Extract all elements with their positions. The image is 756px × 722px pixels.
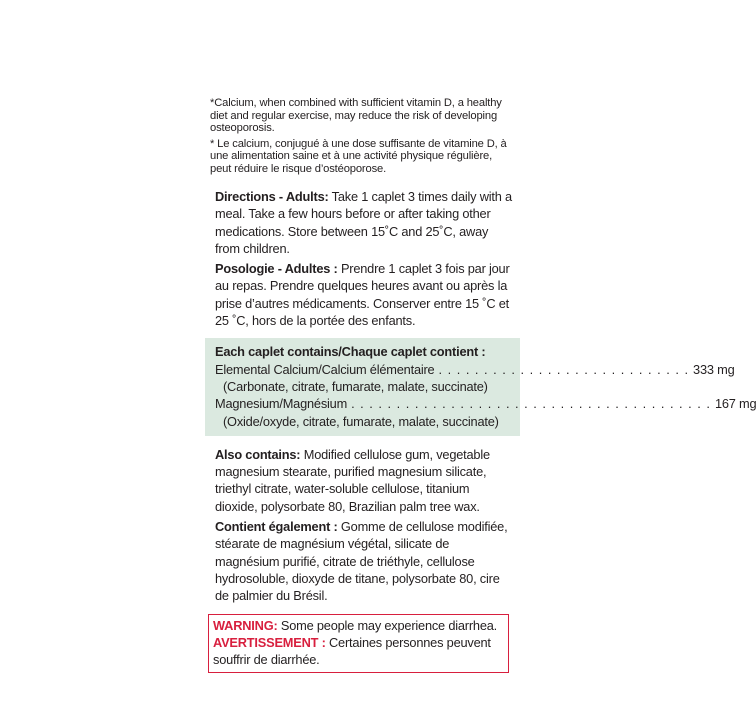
contient-text: Gomme de cellulose modifiée, stéarate de magnésium végétal, silicate de magnésium purifié, citrate de triéthyle, cellulose hydrosoluble, dioxyde de titane, polysorbate 80, cire de palmier du Brésil. xyxy=(215,519,508,604)
also-contains-text: Modified cellulose gum, vegetable magnesium stearate, purified magnesium silicate, triethyl citrate, water-soluble cellulose, titanium dioxide, polysorbate 80, Brazilian palm tree wax. xyxy=(215,446,490,514)
directions-label: Directions - Adults: xyxy=(215,189,329,204)
also-contains-label: Also contains: xyxy=(215,446,301,462)
avertissement-label: AVERTISSEMENT : xyxy=(213,634,326,650)
ingredient-name: Elemental Calcium/Calcium élémentaire xyxy=(215,361,435,377)
posologie-label: Posologie - Adultes : xyxy=(215,261,338,277)
directions-adults xyxy=(210,188,515,257)
ingredient-leader-dots: . . . . . . . . . . . . . . . . . . . . . . . . . . . . . . . . . . . . . . . . xyxy=(351,396,711,412)
also-contains xyxy=(210,446,515,515)
calcium-claim-note-fr: * Le calcium, conjugué à une dose suffisante de vitamine D, à une alimentation saine et à une activité physique régulière, peut réduire le risque d’ostéoporose. xyxy=(210,137,507,175)
ingredient-amount: 333 mg xyxy=(693,361,735,377)
ingredient-row-calcium xyxy=(215,361,735,378)
ingredient-detail: (Oxide/oxyde, citrate, fumarate, malate, succinate) xyxy=(223,413,499,429)
caplet-contents-title: Each caplet contains/Chaque caplet contient : xyxy=(215,344,486,360)
ingredient-amount: 167 mg xyxy=(714,396,756,412)
calcium-claim-note-en: *Calcium, when combined with sufficient vitamin D, a healthy diet and regular exercise, may reduce the risk of developing osteoporosis. xyxy=(210,97,502,134)
warning-fr xyxy=(213,634,504,669)
contient-label: Contient également : xyxy=(215,519,338,535)
avertissement-text: Certaines personnes peuvent souffrir de diarrhée. xyxy=(213,634,491,668)
posologie-adultes xyxy=(210,260,515,329)
ingredient-name: Magnesium/Magnésium xyxy=(215,396,348,412)
warning-text: Some people may experience diarrhea. xyxy=(277,617,498,633)
ingredient-row-magnesium xyxy=(215,395,756,412)
warning-label: WARNING: xyxy=(213,617,278,633)
directions-text: Take 1 caplet 3 times daily with a meal. Take a few hours before or after taking other medications. Store between 15˚C and 25˚C, away from children. xyxy=(215,189,512,256)
warning-en xyxy=(213,617,504,634)
warning-box xyxy=(208,614,509,674)
contient-egalement xyxy=(210,518,515,604)
product-label-panel xyxy=(210,97,756,673)
caplet-contents-box xyxy=(205,338,756,435)
ingredient-leader-dots: . . . . . . . . . . . . . . . . . . . . . . . . . . . . xyxy=(438,361,690,377)
ingredient-detail: (Carbonate, citrate, fumarate, malate, succinate) xyxy=(223,378,488,394)
posologie-text: Prendre 1 caplet 3 fois par jour au repas. Prendre quelques heures avant ou après la prise d’autres médicaments. Conserver entre 15 ˚C et 25 ˚C, hors de la portée des enfants. xyxy=(215,261,510,329)
